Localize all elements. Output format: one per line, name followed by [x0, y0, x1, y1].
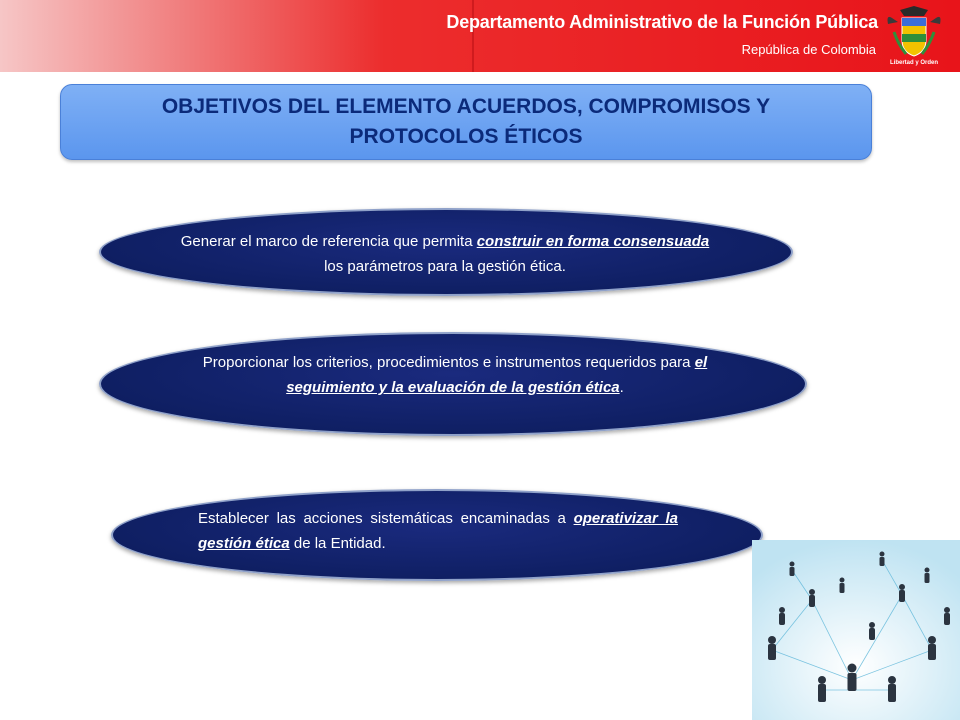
page-title: OBJETIVOS DEL ELEMENTO ACUERDOS, COMPROMISOS Y PROTOCOLOS ÉTICOS [161, 95, 771, 148]
objective-text-3 [198, 506, 678, 556]
objective-text-1 [180, 229, 710, 279]
country-name: República de Colombia [741, 42, 876, 57]
objective-2-before: Proporcionar los criterios, procedimientos e instrumentos requeridos para [202, 354, 695, 371]
crest-motto: Libertad y Orden [889, 60, 938, 66]
objective-3-emphasis: operativizar la gestión ética [198, 510, 678, 552]
objective-1-emphasis: construir en forma consensuada [476, 233, 710, 250]
objective-3-before: Establecer las acciones sistemáticas encaminadas a [198, 510, 574, 527]
people-network-icon [752, 540, 960, 720]
objective-1-after: los parámetros para la gestión ética. [324, 258, 566, 275]
banner-divider [472, 0, 474, 72]
colombia-coat-of-arms-icon [884, 4, 944, 70]
objective-2-emphasis: el seguimiento y la evaluación de la gestión ética [286, 354, 708, 396]
department-name: Departamento Administrativo de la Función Pública [446, 12, 878, 32]
header-banner [0, 0, 960, 72]
objective-1-before: Generar el marco de referencia que permita [180, 233, 477, 250]
objective-2-after: . [619, 379, 624, 396]
objective-text-2 [190, 350, 720, 400]
title-box [60, 84, 872, 160]
objective-3-after: de la Entidad. [289, 535, 386, 552]
